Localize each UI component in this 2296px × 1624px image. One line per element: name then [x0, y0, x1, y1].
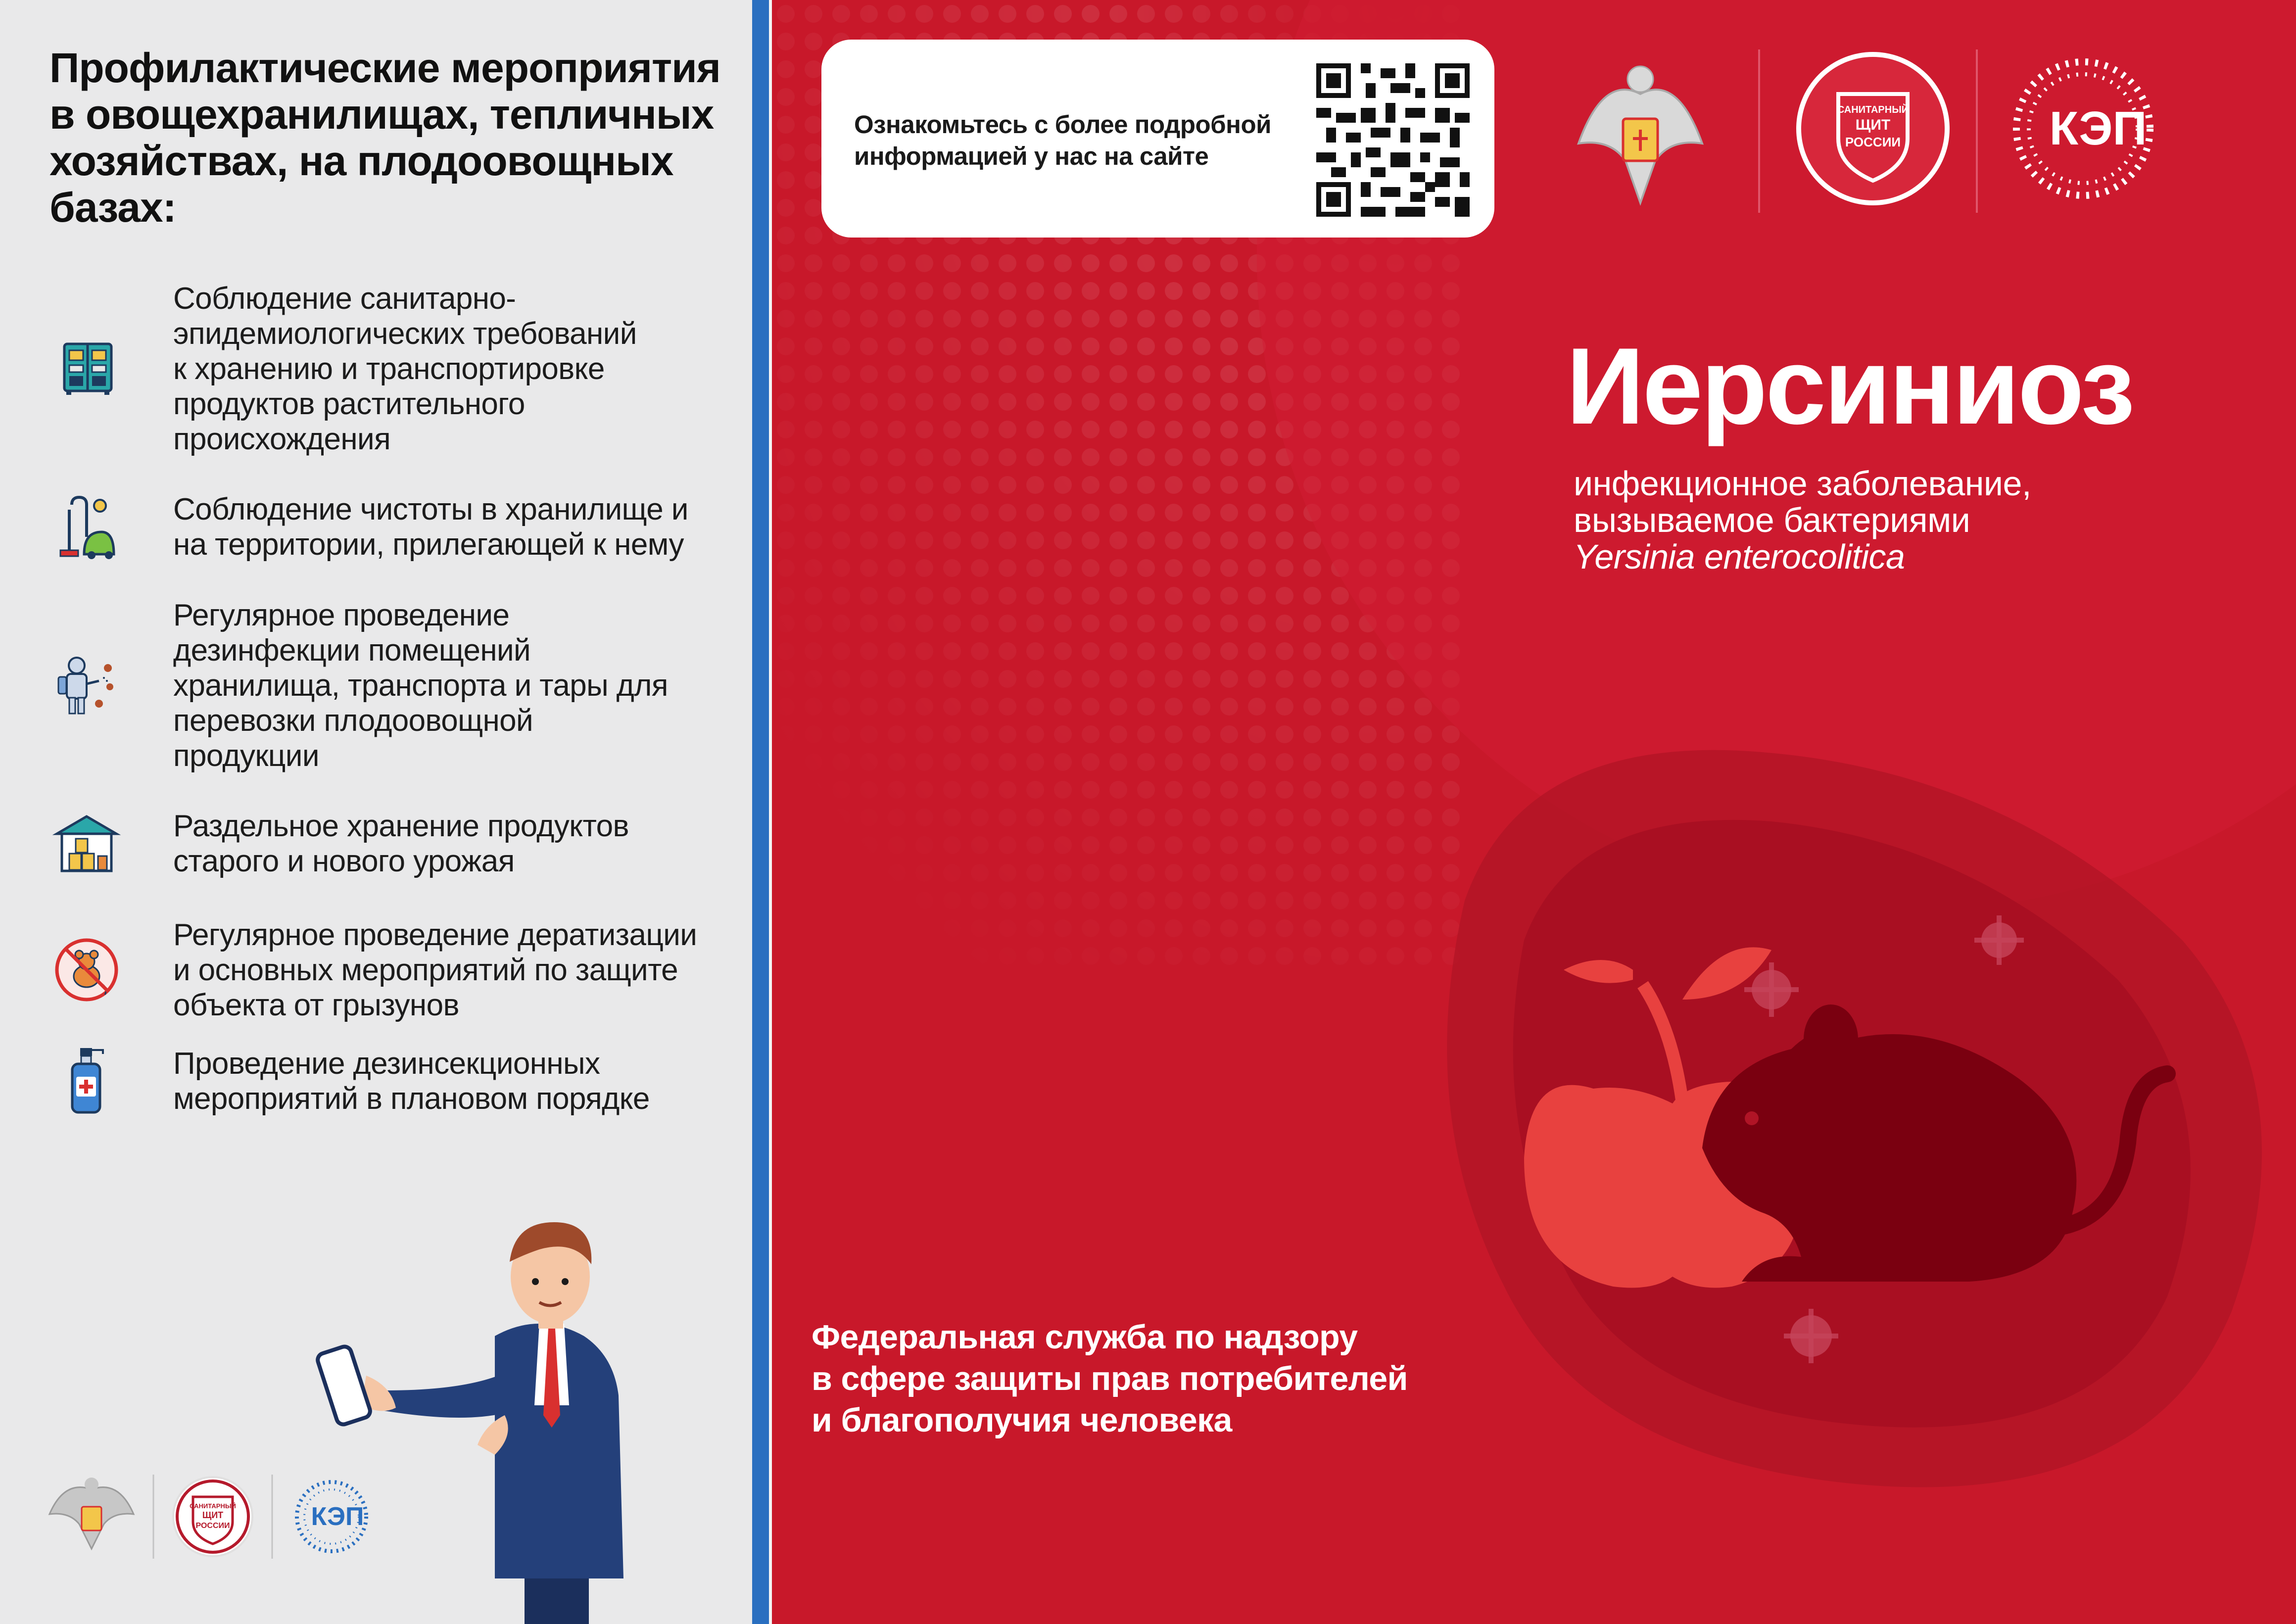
- page-title: Иерсиниоз: [1566, 325, 2133, 447]
- subtitle-line: вызываемое бактериями: [1574, 501, 1970, 539]
- list-item: [49, 1044, 722, 1118]
- disinfection-worker-icon: [49, 648, 124, 722]
- qr-info-card[interactable]: [821, 40, 1494, 238]
- measure-text: Регулярное проведение дератизации и основных мероприятий по защите объекта от грызунов: [173, 917, 697, 1022]
- svg-text:КЭП: КЭП: [311, 1502, 364, 1531]
- measure-text: Проведение дезинсекционных мероприятий в плановом порядке: [173, 1047, 650, 1116]
- kep-logo: [2016, 62, 2150, 195]
- svg-text:ЩИТ: ЩИТ: [1855, 117, 1891, 133]
- svg-text:ЩИТ: ЩИТ: [202, 1510, 224, 1520]
- list-item: [49, 490, 722, 564]
- list-item: [49, 915, 722, 1024]
- footer-logos: [45, 1460, 381, 1569]
- measure-text: Соблюдение чистоты в хранилище и на территории, прилегающей к нему: [173, 492, 688, 562]
- warehouse-icon: [49, 807, 124, 881]
- apple-mouse-illustration: [1316, 643, 2296, 1624]
- species-name: Yersinia enterocolitica: [1574, 537, 1905, 576]
- no-rodents-icon: [49, 933, 124, 1007]
- qr-code[interactable]: [1316, 63, 1470, 217]
- subtitle-line: инфекционное заболевание,: [1574, 464, 2031, 503]
- left-panel: [0, 0, 752, 1624]
- vacuum-cleaner-icon: [49, 490, 124, 564]
- right-panel: [772, 0, 2296, 1624]
- federal-service-name: Федеральная служба по надзору в сфере защиты прав потребителей и благополучия человека: [812, 1318, 1408, 1439]
- prevention-title: Профилактические мероприятия в овощехранилищах, тепличных хозяйствах, на плодоовощных базах:: [49, 45, 720, 231]
- sanitary-shield-logo: [173, 1477, 252, 1556]
- qr-info-text: Ознакомьтесь с более подробной информацией у нас на сайте: [854, 110, 1271, 170]
- disease-description: [1574, 465, 2266, 575]
- emblem-icon: [49, 1478, 134, 1549]
- svg-text:САНИТАРНЫЙ: САНИТАРНЫЙ: [1837, 104, 1909, 115]
- list-item: [49, 807, 722, 881]
- kep-logo: [297, 1482, 366, 1551]
- svg-text:САНИТАРНЫЙ: САНИТАРНЫЙ: [190, 1502, 236, 1510]
- emblem-icon: [1578, 66, 1702, 203]
- header-logos: [1564, 40, 2207, 218]
- list-item: [49, 599, 722, 772]
- list-item: [49, 282, 722, 455]
- svg-text:РОССИИ: РОССИИ: [1845, 135, 1901, 149]
- fridge-icon: [49, 332, 124, 406]
- spray-bottle-icon: [49, 1044, 124, 1118]
- measure-text: Раздельное хранение продуктов старого и нового урожая: [173, 809, 629, 878]
- sanitary-shield-logo: [1799, 54, 1947, 203]
- measure-text: Регулярное проведение дезинфекции помещений хранилища, транспорта и тары для перевозки плодоовощной продукции: [173, 598, 668, 773]
- blue-divider: [752, 0, 769, 1624]
- measure-text: Соблюдение санитарно- эпидемиологических требований к хранению и транспортировке продуктов растительного происхождения: [173, 281, 637, 456]
- svg-text:РОССИИ: РОССИИ: [195, 1522, 230, 1530]
- svg-text:КЭП: КЭП: [2049, 102, 2147, 155]
